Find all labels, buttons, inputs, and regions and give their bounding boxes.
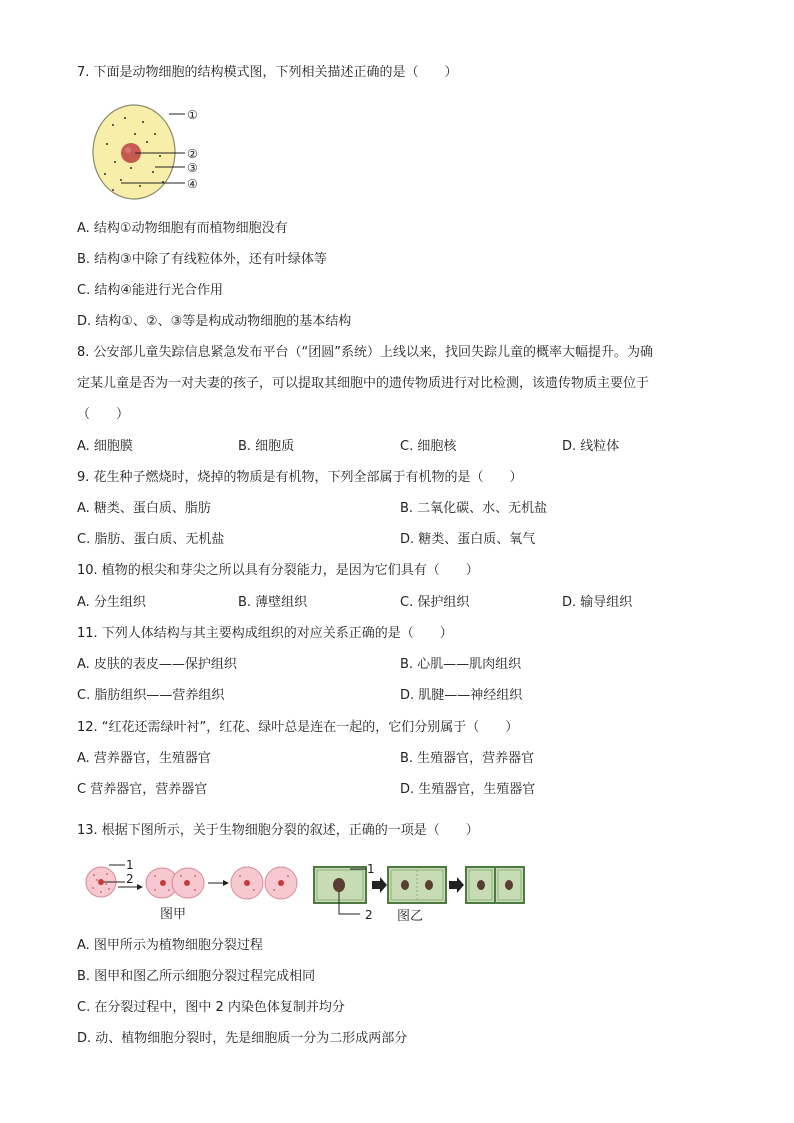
- q11-option-c: C. 脂肪组织——营养组织: [77, 688, 225, 703]
- marker-3: ③: [187, 161, 198, 175]
- fig-b-label-1: 1: [367, 862, 375, 876]
- plant-cell-single: [314, 867, 366, 903]
- plant-cell-dividing: [388, 867, 446, 903]
- q13-stem: 13. 根据下图所示，关于生物细胞分裂的叙述，正确的一项是（ ）: [77, 823, 479, 838]
- q7-stem: 7. 下面是动物细胞的结构模式图，下列相关描述正确的是（ ）: [77, 65, 458, 80]
- q13-option-a: A. 图甲所示为植物细胞分裂过程: [77, 938, 263, 953]
- q8-stem-line3: （ ）: [77, 407, 130, 422]
- q10-option-c: C. 保护组织: [400, 595, 470, 610]
- marker-1: ①: [187, 108, 198, 122]
- q13-option-c: C. 在分裂过程中，图中 2 内染色体复制并均分: [77, 1000, 345, 1015]
- fig-b-caption: 图乙: [397, 909, 424, 924]
- q8-option-c: C. 细胞核: [400, 439, 457, 454]
- fig-a-label-1: 1: [126, 858, 134, 872]
- q7-option-d: D. 结构①、②、③等是构成动物细胞的基本结构: [77, 314, 352, 329]
- fig-a-caption: 图甲: [160, 907, 187, 922]
- q12-stem: 12. “红花还需绿叶衬”，红花、绿叶总是连在一起的，它们分别属于（ ）: [77, 720, 519, 735]
- animal-cells-daughters: [231, 867, 297, 899]
- q9-option-d: D. 糖类、蛋白质、氧气: [400, 532, 536, 547]
- q9-option-b: B. 二氧化碳、水、无机盐: [400, 501, 548, 516]
- q7-option-a: A. 结构①动物细胞有而植物细胞没有: [77, 221, 288, 236]
- q12-option-b: B. 生殖器官，营养器官: [400, 751, 535, 766]
- q12-option-c: C 营养器官，营养器官: [77, 782, 208, 797]
- q11-option-b: B. 心肌——肌肉组织: [400, 657, 522, 672]
- marker-2: ②: [187, 147, 198, 161]
- q12-option-a: A. 营养器官，生殖器官: [77, 751, 211, 766]
- q10-option-a: A. 分生组织: [77, 595, 146, 610]
- q12-option-d: D. 生殖器官，生殖器官: [400, 782, 536, 797]
- q8-option-d: D. 线粒体: [562, 439, 620, 454]
- q10-option-b: B. 薄壁组织: [238, 595, 308, 610]
- q8-option-a: A. 细胞膜: [77, 439, 133, 454]
- q13-option-b: B. 图甲和图乙所示细胞分裂过程完成相同: [77, 969, 316, 984]
- q11-stem: 11. 下列人体结构与其主要构成组织的对应关系正确的是（ ）: [77, 626, 453, 641]
- arrow-right-icon: [449, 877, 464, 893]
- fig-b-label-2: 2: [365, 908, 373, 922]
- q9-stem: 9. 花生种子燃烧时，烧掉的物质是有机物，下列全部属于有机物的是（ ）: [77, 470, 523, 485]
- marker-4: ④: [187, 177, 198, 191]
- animal-cell-dividing: [146, 868, 204, 898]
- q7-option-b: B. 结构③中除了有线粒体外，还有叶绿体等: [77, 252, 327, 267]
- q8-stem-line1: 8. 公安部儿童失踪信息紧急发布平台（“团圆”系统）上线以来，找回失踪儿童的概率大幅提升。为确: [77, 345, 654, 360]
- q9-option-a: A. 糖类、蛋白质、脂肪: [77, 501, 211, 516]
- figure-b-plant-cell-division: [312, 858, 527, 928]
- arrow-right-icon: [372, 877, 387, 893]
- fig-a-label-2: 2: [126, 872, 134, 886]
- q11-option-d: D. 肌腱——神经组织: [400, 688, 523, 703]
- q13-option-d: D. 动、植物细胞分裂时，先是细胞质一分为二形成两部分: [77, 1031, 408, 1046]
- q10-option-d: D. 输导组织: [562, 595, 633, 610]
- q8-option-b: B. 细胞质: [238, 439, 295, 454]
- q7-option-c: C. 结构④能进行光合作用: [77, 283, 223, 298]
- q9-option-c: C. 脂肪、蛋白质、无机盐: [77, 532, 225, 547]
- q10-stem: 10. 植物的根尖和芽尖之所以具有分裂能力，是因为它们具有（ ）: [77, 563, 479, 578]
- figure-a-animal-cell-division: [85, 858, 305, 928]
- q8-stem-line2: 定某儿童是否为一对夫妻的孩子，可以提取其细胞中的遗传物质进行对比检测，该遗传物质主要位于: [77, 376, 650, 391]
- q11-option-a: A. 皮肤的表皮——保护组织: [77, 657, 237, 672]
- animal-cell-diagram: [85, 100, 225, 200]
- plant-cells-daughters: [466, 867, 524, 903]
